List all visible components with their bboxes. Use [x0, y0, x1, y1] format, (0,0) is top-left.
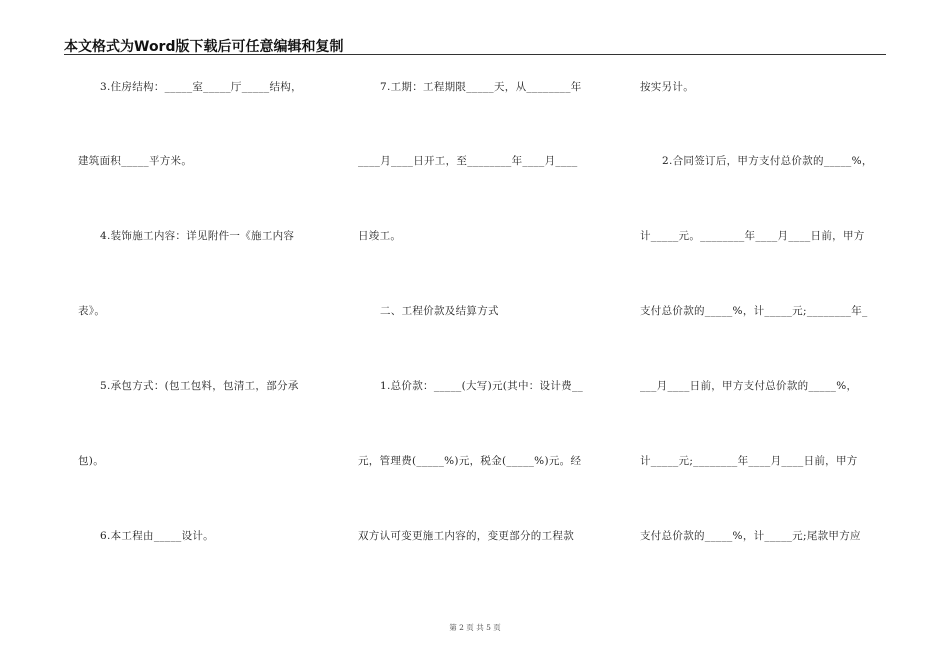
paragraph-line: 表》。 [78, 305, 106, 317]
paragraph-line: 7.工期：工程期限_____天，从________年 [380, 81, 582, 93]
paragraph-line: 日竣工。 [358, 230, 402, 242]
paragraph-line: 计_____元;________年____月____日前，甲方 [640, 455, 858, 467]
paragraph-line: 支付总价款的_____%，计_____元;尾款甲方应 [640, 530, 861, 542]
paragraph-line: 6.本工程由_____设计。 [100, 530, 214, 542]
paragraph-line: 计_____元。________年____月____日前，甲方 [640, 230, 865, 242]
paragraph-line: 5.承包方式：(包工包料，包清工，部分承 [100, 380, 299, 392]
paragraph-line: 1.总价款：_____(大写)元(其中：设计费__ [380, 380, 584, 392]
paragraph-line: ___月____日前，甲方支付总价款的_____%， [640, 380, 858, 392]
paragraph-line: 建筑面积_____平方米。 [78, 155, 193, 167]
paragraph-line: ____月____日开工，至________年____月____ [358, 155, 578, 167]
paragraph-line: 按实另计。 [640, 81, 694, 93]
paragraph-line: 支付总价款的_____%，计_____元;________年_ [640, 305, 868, 317]
text-column-1 [78, 0, 318, 600]
paragraph-line: 2.合同签订后，甲方支付总价款的_____%， [662, 155, 873, 167]
paragraph-line: 4.装饰施工内容：详见附件一《施工内容 [100, 230, 295, 242]
page-number: 第 2 页 共 5 页 [449, 623, 501, 632]
section-heading: 二、工程价款及结算方式 [380, 305, 499, 317]
paragraph-line: 双方认可变更施工内容的，变更部分的工程款 [358, 530, 574, 542]
paragraph-line: 3.住房结构：_____室_____厅_____结构， [100, 81, 302, 93]
text-column-2 [358, 0, 600, 600]
paragraph-line: 元，管理费(_____%)元，税金(_____%)元。经 [358, 455, 582, 467]
header-title: 本文格式为Word版下载后可任意编辑和复制 [64, 39, 344, 55]
text-column-3 [640, 0, 886, 600]
paragraph-line: 包)。 [78, 455, 104, 467]
